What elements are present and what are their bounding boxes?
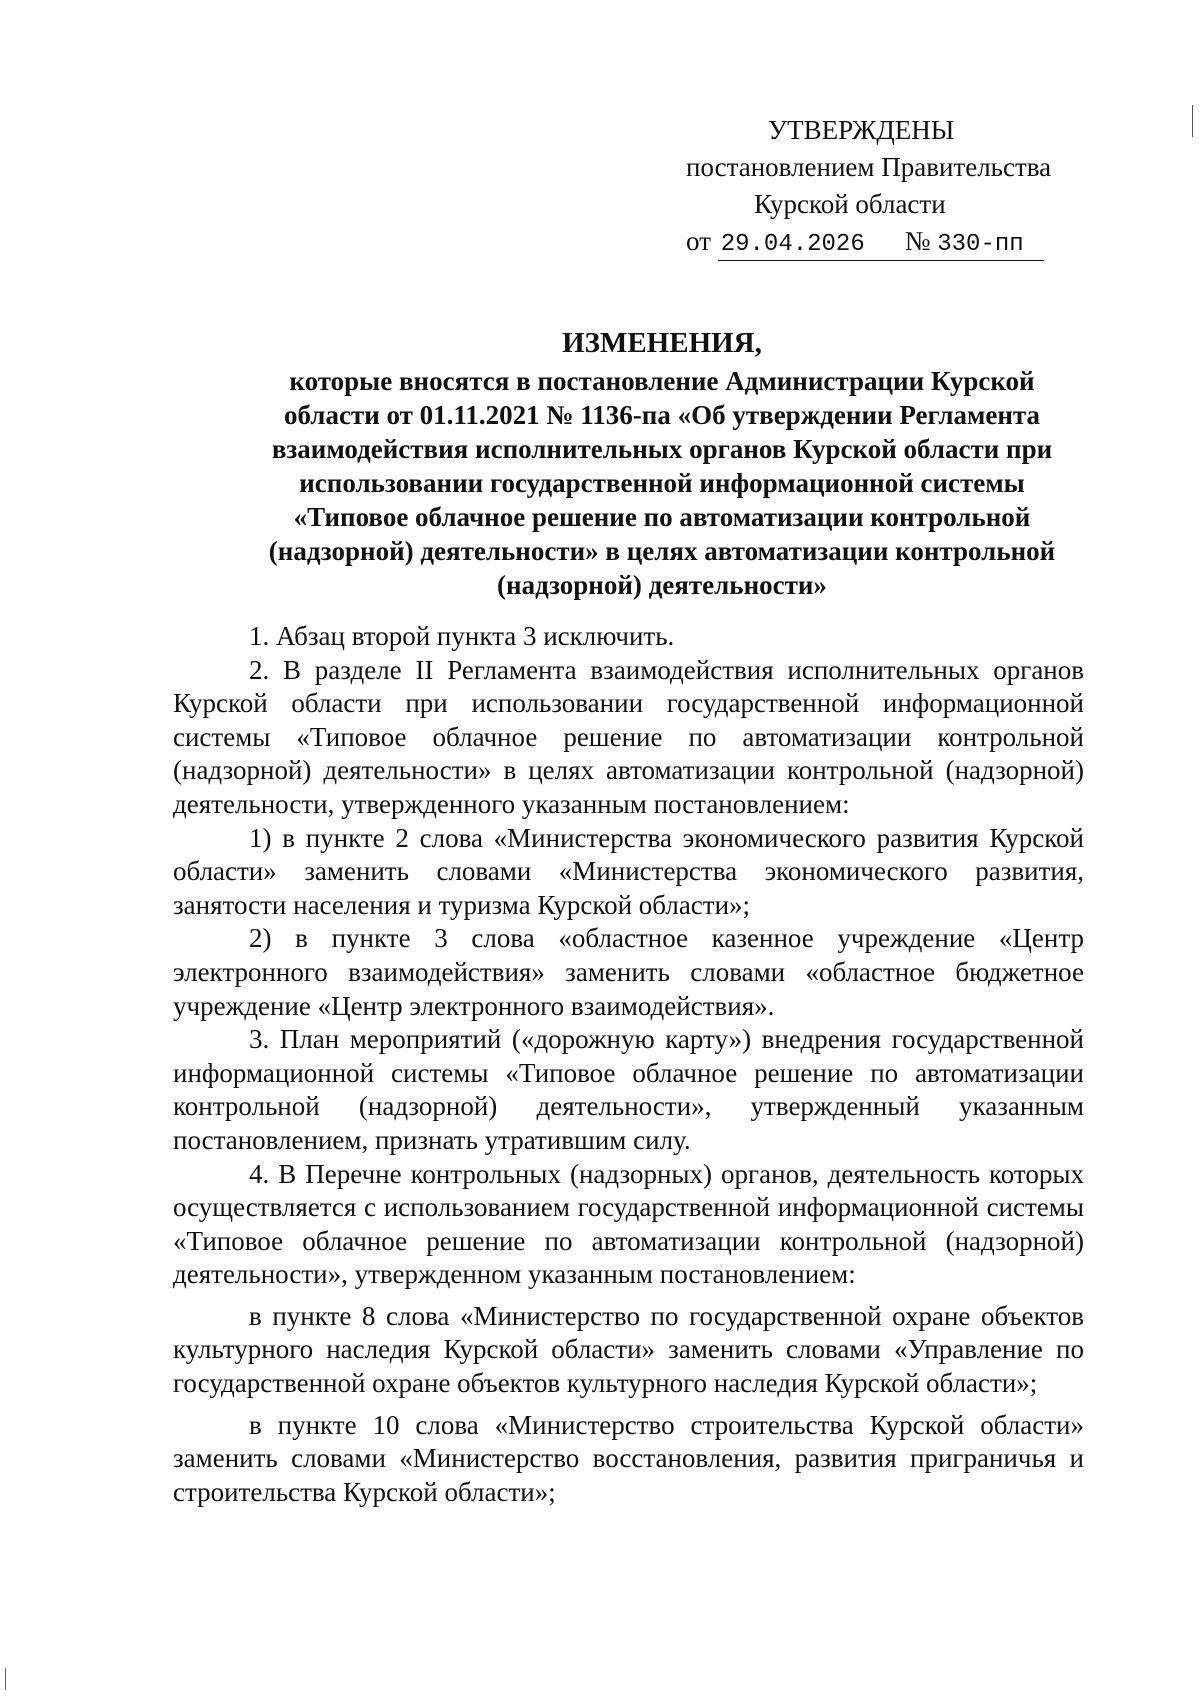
body-paragraph-4: 4. В Перечне контрольных (надзорных) органов, деятельность которых осуществляется с использованием государственной информационной системы «Типовое облачное решение по автоматизации контрольной (надзорной) деятельности», утвержденном указанным постановлением:: [173, 1158, 1084, 1290]
document-subtitle-line: (надзорной) деятельности»: [497, 570, 827, 600]
approval-date-prefix: от: [686, 226, 711, 256]
approval-number-value: 330-пп: [937, 231, 1024, 258]
approval-number-field: [899, 226, 1044, 261]
scan-edge-mark: [5, 1668, 6, 1690]
body-paragraph-2-item-1: 1) в пункте 2 слова «Министерства экономического развития Курской области» заменить словами «Министерства экономического развития, занятости населения и туризма Курской области»;: [173, 822, 1084, 920]
body-paragraph-2: 2. В разделе II Регламента взаимодействия исполнительных органов Курской области при использовании государственной информационной системы «Типовое облачное решение по автоматизации контрольной (надзорной) деятельности» в целях автоматизации контрольной (надзорной) деятельности, утвержденного указанным постановлением:: [173, 654, 1084, 819]
document-subtitle-line: (надзорной) деятельности» в целях автоматизации контрольной: [268, 536, 1056, 566]
approval-line-region: Курской области: [754, 189, 946, 219]
body-paragraph-4-item-8: в пункте 8 слова «Министерство по государственной охране объектов культурного наследия Курской области» заменить словами «Управление по государственной охране объектов культурного наследия Курской области»;: [173, 1300, 1084, 1399]
document-title-block: [230, 326, 1094, 602]
approval-number-sign: №: [904, 226, 931, 256]
approval-stamp-block: [686, 112, 1090, 261]
body-paragraph-4-item-10: в пункте 10 слова «Министерство строительства Курской области» заменить словами «Министерство восстановления, развития приграничья и строительства Курской области»;: [173, 1409, 1084, 1507]
body-paragraph-2-item-2: 2) в пункте 3 слова «областное казенное учреждение «Центр электронного взаимодействия» заменить словами «областное бюджетное учреждение «Центр электронного взаимодействия».: [173, 923, 1084, 1021]
scan-edge-mark: [1192, 105, 1193, 137]
document-subtitle-line: взаимодействия исполнительных органов Курской области при: [271, 434, 1053, 464]
approval-date-field: [718, 226, 899, 261]
body-paragraph-3: 3. План мероприятий («дорожную карту») внедрения государственной информационной системы «Типовое облачное решение по автоматизации контрольной (надзорной) деятельности», утвержденный указанным постановлением, признать утратившим силу.: [173, 1024, 1084, 1155]
document-subtitle-line: области от 01.11.2021 № 1136-па «Об утверждении Регламента: [283, 400, 1041, 430]
document-subtitle-line: «Типовое облачное решение по автоматизации контрольной: [293, 502, 1031, 532]
document-subtitle-line: которые вносятся в постановление Администрации Курской: [289, 366, 1035, 396]
document-subtitle-line: использовании государственной информационной системы: [299, 468, 1025, 498]
approval-line-government: постановлением Правительства: [686, 152, 1052, 182]
document-body: [173, 620, 1084, 1509]
approval-date-value: 29.04.2026: [720, 231, 865, 258]
body-paragraph-1: 1. Абзац второй пункта 3 исключить.: [249, 621, 675, 651]
approval-date-line: [686, 223, 1090, 261]
approval-heading: УТВЕРЖДЕНЫ: [768, 115, 955, 145]
document-title: ИЗМЕНЕНИЯ,: [562, 327, 762, 359]
